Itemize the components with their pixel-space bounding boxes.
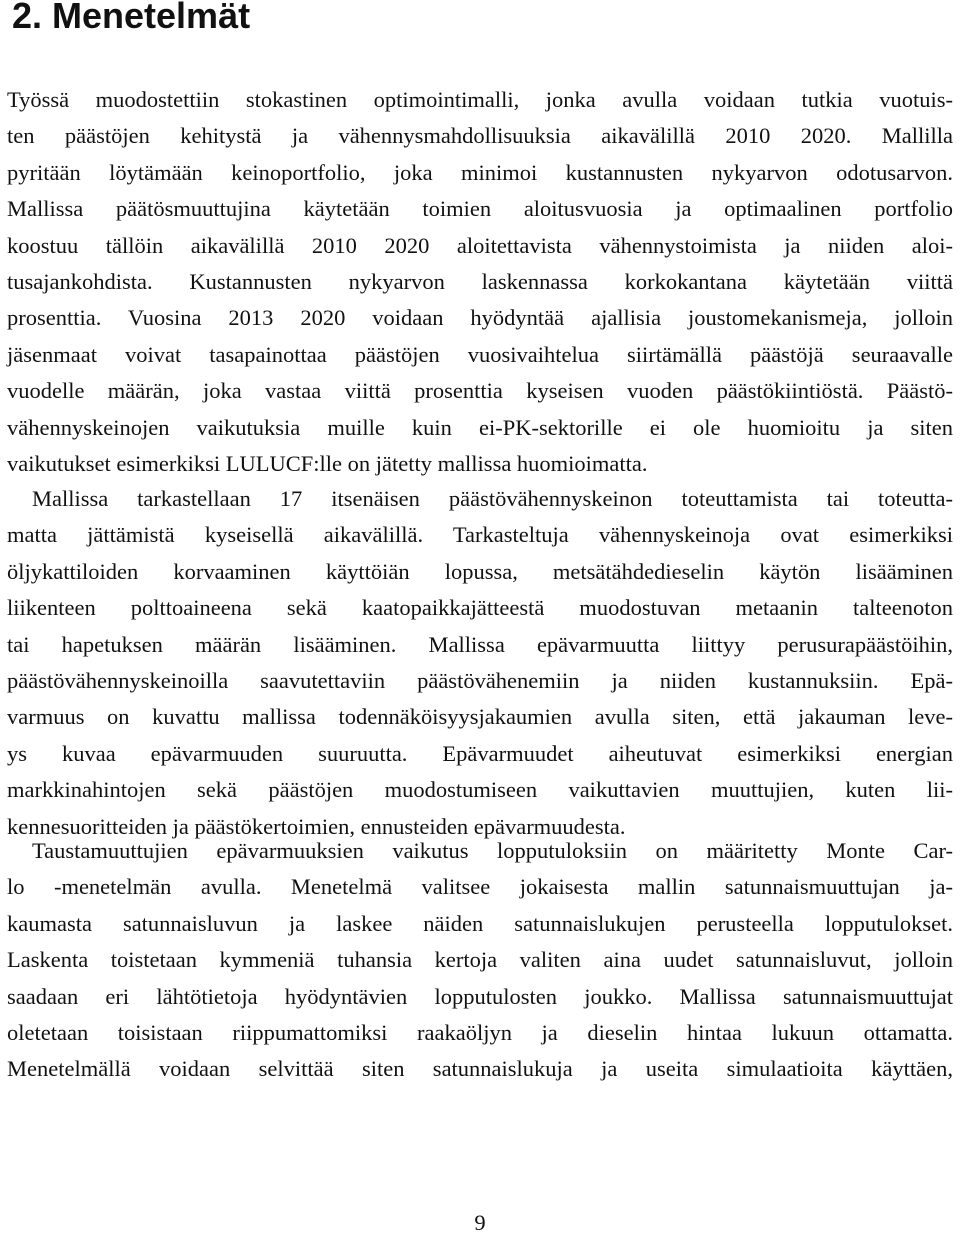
text-line: Mallissa päätösmuuttujina käytetään toimien aloitusvuosia ja optimaalinen portfolio bbox=[7, 196, 953, 222]
text-line: koostuu tällöin aikavälillä 2010 2020 aloitettavista vähennystoimista ja niiden aloi- bbox=[7, 232, 953, 258]
text-line: Työssä muodostettiin stokastinen optimointimalli, jonka avulla voidaan tutkia vuotuis- bbox=[7, 87, 953, 112]
paragraph-3 bbox=[7, 833, 953, 1088]
text-line: päästövähennyskeinoilla saavutettaviin päästövähenemiin ja niiden kustannuksiin. Epä- bbox=[7, 667, 953, 693]
text-line: liikenteen polttoaineena sekä kaatopaikkajätteestä muodostuvan metaanin talteenoton bbox=[7, 595, 953, 621]
text-line: kennesuoritteiden ja päästökertoimien, ennusteiden epävarmuudesta. bbox=[7, 813, 626, 839]
text-line: kaumasta satunnaisluvun ja laskee näiden satunnaislukujen perusteella lopputulokset. bbox=[7, 910, 953, 936]
text-line: oletetaan toisistaan riippumattomiksi raakaöljyn ja dieselin hintaa lukuun ottamatta. bbox=[7, 1019, 953, 1045]
text-line: markkinahintojen sekä päästöjen muodostumiseen vaikuttavien muuttujien, kuten lii- bbox=[7, 777, 953, 803]
text-line: Laskenta toistetaan kymmeniä tuhansia kertoja valiten aina uudet satunnaisluvut, jolloin bbox=[7, 947, 953, 973]
text-line: Menetelmällä voidaan selvittää siten satunnaislukuja ja useita simulaatioita käyttäen, bbox=[7, 1056, 953, 1082]
text-line: vähennyskeinojen vaikutuksia muille kuin ei-PK-sektorille ei ole huomioitu ja siten bbox=[7, 414, 953, 440]
text-line: Mallissa tarkastellaan 17 itsenäisen päästövähennyskeinon toteuttamista tai toteutta- bbox=[32, 486, 953, 511]
paragraph-2 bbox=[7, 481, 953, 845]
text-line: tusajankohdista. Kustannusten nykyarvon laskennassa korkokantana käytetään viittä bbox=[7, 268, 953, 294]
paragraph-1 bbox=[7, 82, 953, 482]
text-line: vaikutukset esimerkiksi LULUCF:lle on jätetty mallissa huomioimatta. bbox=[7, 450, 648, 476]
text-line: varmuus on kuvattu mallissa todennäköisyysjakaumien avulla siten, että jakauman leve- bbox=[7, 704, 953, 730]
text-line: matta jättämistä kyseisellä aikavälillä. Tarkasteltuja vähennyskeinoja ovat esimerkiksi bbox=[7, 522, 953, 548]
text-line: vuodelle määrän, joka vastaa viittä prosenttia kyseisen vuoden päästökiintiöstä. Päästö- bbox=[7, 378, 953, 404]
text-line: tai hapetuksen määrän lisääminen. Mallissa epävarmuutta liittyy perusurapäästöihin, bbox=[7, 631, 953, 657]
text-line: jäsenmaat voivat tasapainottaa päästöjen vuosivaihtelua siirtämällä päästöjä seuraavalle bbox=[7, 341, 953, 367]
text-line: ten päästöjen kehitystä ja vähennysmahdollisuuksia aikavälillä 2010 2020. Mallilla bbox=[7, 123, 953, 149]
text-line: prosenttia. Vuosina 2013 2020 voidaan hyödyntää ajallisia joustomekanismeja, jolloin bbox=[7, 305, 953, 331]
page-number: 9 bbox=[474, 1210, 486, 1235]
text-line: Taustamuuttujien epävarmuuksien vaikutus lopputuloksiin on määritetty Monte Car- bbox=[32, 838, 953, 863]
section-heading: 2. Menetelmät bbox=[12, 0, 251, 36]
text-line: öljykattiloiden korvaaminen käyttöiän lopussa, metsätähdedieselin käytön lisääminen bbox=[7, 558, 953, 584]
text-line: pyritään löytämään keinoportfolio, joka minimoi kustannusten nykyarvon odotusarvon. bbox=[7, 159, 953, 185]
text-line: saadaan eri lähtötietoja hyödyntävien lopputulosten joukko. Mallissa satunnaismuuttujat bbox=[7, 983, 953, 1009]
text-line: lo -menetelmän avulla. Menetelmä valitsee jokaisesta mallin satunnaismuuttujan ja- bbox=[7, 874, 953, 900]
text-line: ys kuvaa epävarmuuden suuruutta. Epävarmuudet aiheutuvat esimerkiksi energian bbox=[7, 740, 953, 766]
